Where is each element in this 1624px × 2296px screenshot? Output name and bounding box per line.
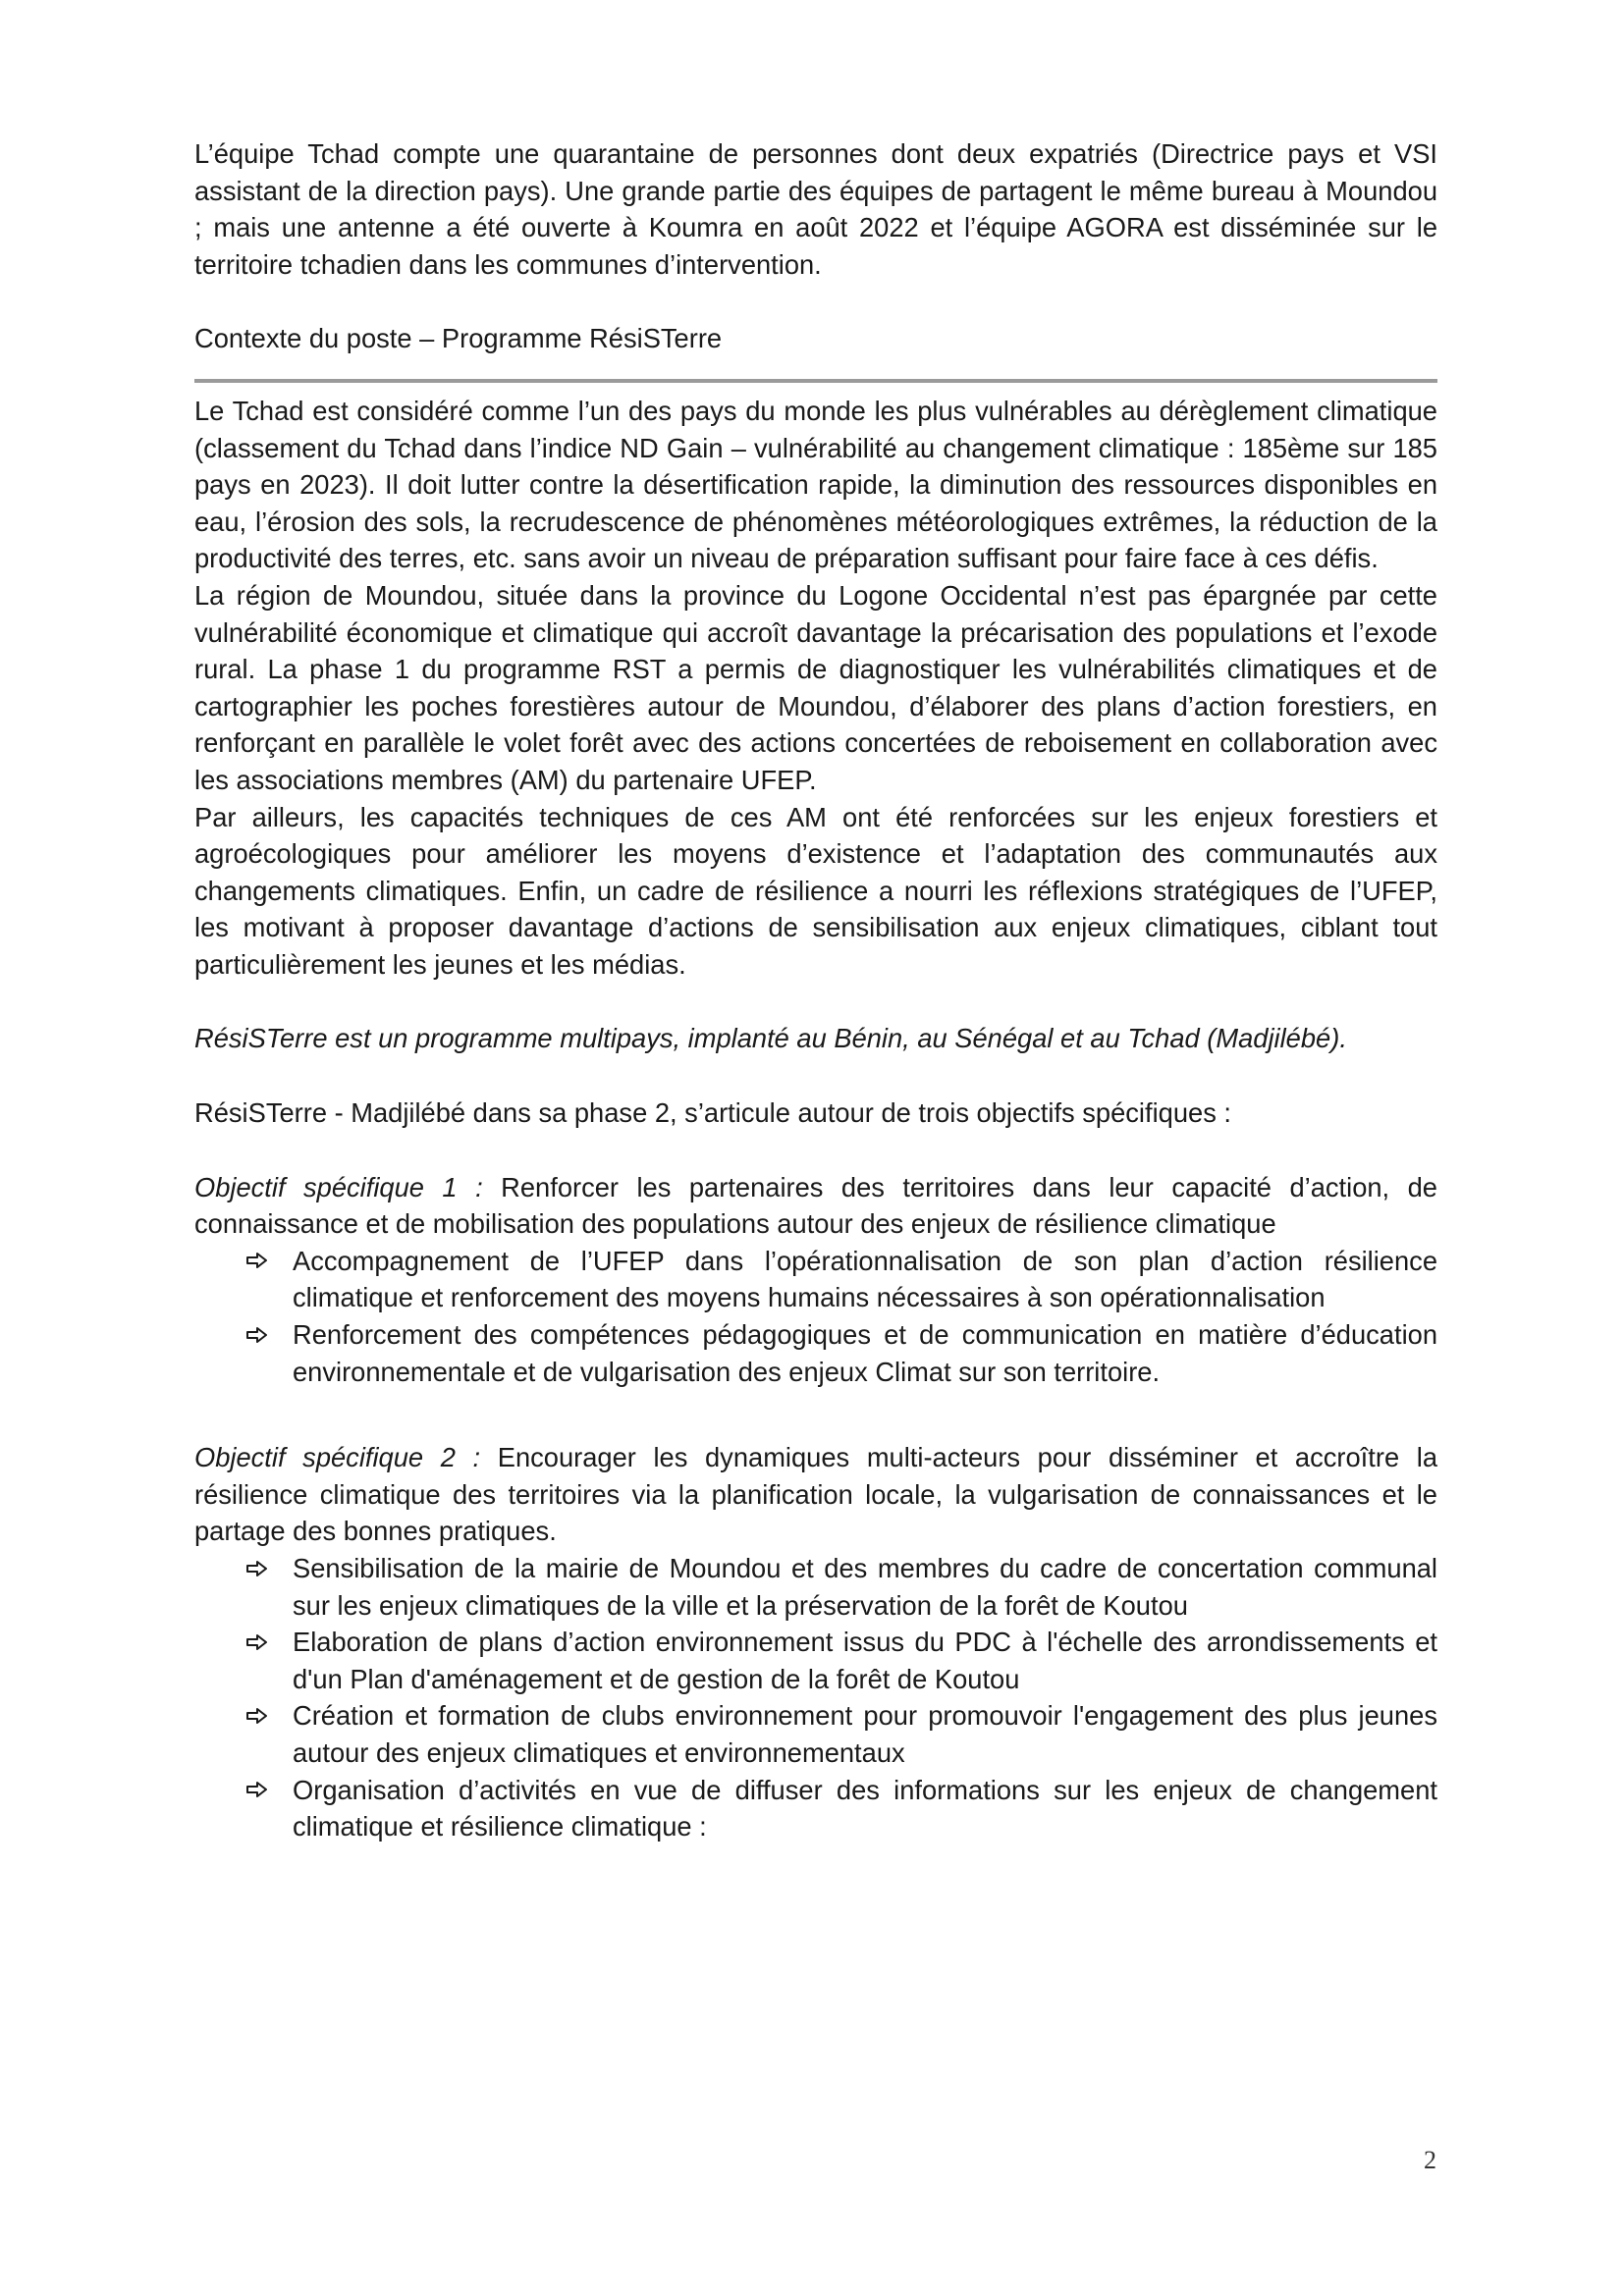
objective-1-label: Objectif spécifique 1 : bbox=[194, 1171, 483, 1202]
arrow-right-outline-icon bbox=[245, 1624, 281, 1660]
section-heading: Contexte du poste – Programme RésiSTerre bbox=[194, 323, 723, 354]
objective-2-bullets bbox=[194, 1550, 1437, 1845]
objectives-intro: RésiSTerre - Madjilébé dans sa phase 2, s’articule autour de trois objectifs spécifiques : bbox=[194, 1097, 1232, 1129]
context-paragraph-1: Le Tchad est considéré comme l’un des pays du monde les plus vulnérables au dérèglement climatique (classement du Tchad dans l’indice ND Gain – vulnérabilité au changement climatique : 185ème sur 185 pays en 2023). Il doit lutter contre la désertification rapide, la diminution des ressources disponibles en eau, l’érosion des sols, la recrudescence de phénomènes météorologiques extrêmes, la réduction de la productivité des terres, etc. sans avoir un niveau de préparation suffisant pour faire face à ces défis. bbox=[194, 395, 1437, 574]
arrow-right-outline-icon bbox=[245, 1550, 281, 1586]
list-item bbox=[245, 1550, 1437, 1624]
section-divider bbox=[194, 379, 1437, 383]
objective-2 bbox=[194, 1439, 1437, 1550]
arrow-right-outline-icon bbox=[245, 1243, 281, 1279]
arrow-right-outline-icon bbox=[245, 1772, 281, 1808]
document-page bbox=[194, 135, 1437, 1845]
list-item-text: Accompagnement de l’UFEP dans l’opérationnalisation de son plan d’action résilience climatique et renforcement des moyens humains nécessaires à son opérationnalisation bbox=[293, 1245, 1437, 1313]
list-item bbox=[245, 1624, 1437, 1697]
list-item bbox=[245, 1772, 1437, 1845]
list-item-text: Organisation d’activités en vue de diffuser des informations sur les enjeux de changement climatique et résilience climatique : bbox=[293, 1774, 1437, 1842]
intro-paragraph: L’équipe Tchad compte une quarantaine de personnes dont deux expatriés (Directrice pays et VSI assistant de la direction pays). Une grande partie des équipes de partagent le même bureau à Moundou ; mais une antenne a été ouverte à Koumra en août 2022 et l’équipe AGORA est disséminée sur le territoire tchadien dans les communes d’intervention. bbox=[194, 138, 1437, 280]
arrow-right-outline-icon bbox=[245, 1316, 281, 1353]
context-paragraph-3: Par ailleurs, les capacités techniques de ces AM ont été renforcées sur les enjeux forestiers et agroécologiques pour améliorer les moyens d’existence et l’adaptation des communautés aux changements climatiques. Enfin, un cadre de résilience a nourri les réflexions stratégiques de l’UFEP, les motivant à proposer davantage d’actions de sensibilisation aux enjeux climatiques, ciblant tout particulièrement les jeunes et les médias. bbox=[194, 801, 1437, 980]
list-item bbox=[245, 1697, 1437, 1771]
list-item-text: Création et formation de clubs environnement pour promouvoir l'engagement des plus jeunes autour des enjeux climatiques et environnementaux bbox=[293, 1700, 1437, 1768]
list-item-text: Elaboration de plans d’action environnement issus du PDC à l'échelle des arrondissements et d'un Plan d'aménagement et de gestion de la forêt de Koutou bbox=[293, 1627, 1437, 1694]
page-number: 2 bbox=[1424, 2146, 1436, 2174]
objective-1-bullets bbox=[194, 1243, 1437, 1390]
list-item bbox=[245, 1316, 1437, 1390]
list-item bbox=[245, 1243, 1437, 1316]
objective-2-label: Objectif spécifique 2 : bbox=[194, 1442, 481, 1473]
arrow-right-outline-icon bbox=[245, 1697, 281, 1734]
objective-1-text: Renforcer les partenaires des territoires dans leur capacité d’action, de connaissance et de mobilisation des populations autour des enjeux de résilience climatique bbox=[194, 1171, 1437, 1240]
list-item-text: Sensibilisation de la mairie de Moundou et des membres du cadre de concertation communal sur les enjeux climatiques de la ville et la préservation de la forêt de Koutou bbox=[293, 1553, 1437, 1621]
list-item-text: Renforcement des compétences pédagogiques et de communication en matière d’éducation environnementale et de vulgarisation des enjeux Climat sur son territoire. bbox=[293, 1319, 1437, 1387]
context-paragraph-2: La région de Moundou, située dans la province du Logone Occidental n’est pas épargnée par cette vulnérabilité économique et climatique qui accroît davantage la précarisation des populations et l’exode rural. La phase 1 du programme RST a permis de diagnostiquer les vulnérabilités climatiques et de cartographier les poches forestières autour de Moundou, d’élaborer des plans d’action forestiers, en renforçant en parallèle le volet forêt avec des actions concertées de reboisement en collaboration avec les associations membres (AM) du partenaire UFEP. bbox=[194, 579, 1437, 795]
program-note: RésiSTerre est un programme multipays, implanté au Bénin, au Sénégal et au Tchad (Madjilébé). bbox=[194, 1023, 1347, 1054]
objective-2-text: Encourager les dynamiques multi-acteurs pour disséminer et accroître la résilience climatique des territoires via la planification locale, la vulgarisation de connaissances et le partage des bonnes pratiques. bbox=[194, 1442, 1437, 1547]
objective-1 bbox=[194, 1169, 1437, 1243]
